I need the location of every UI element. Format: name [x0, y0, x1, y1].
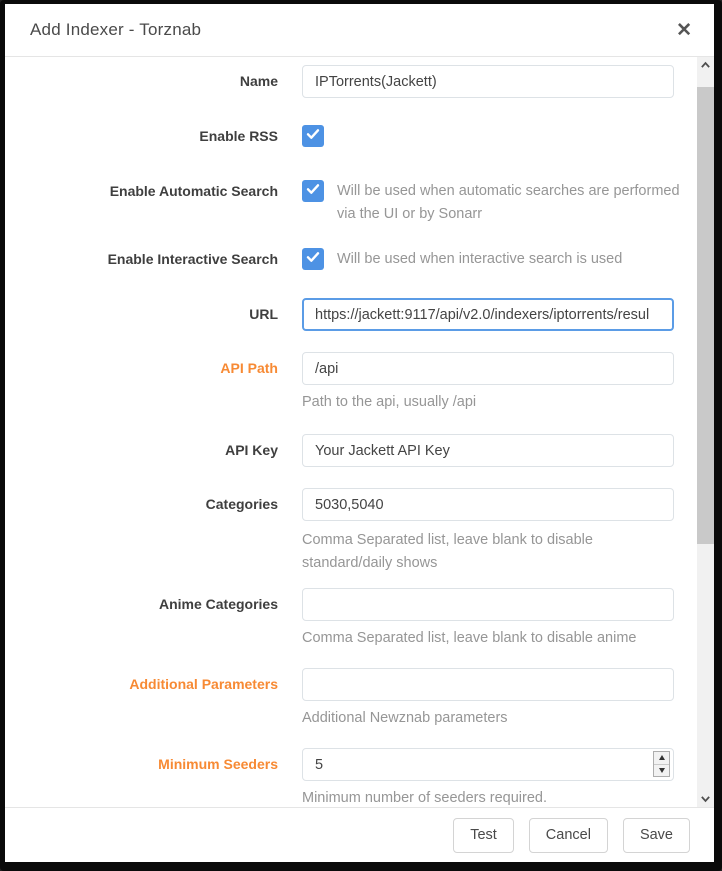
categories-input[interactable]	[302, 488, 674, 521]
anime-categories-help: Comma Separated list, leave blank to disable anime	[302, 630, 637, 646]
api-key-input[interactable]	[302, 434, 674, 467]
checkmark-icon	[305, 249, 321, 270]
cancel-button[interactable]: Cancel	[529, 818, 608, 853]
minimum-seeders-label: Minimum Seeders	[158, 756, 278, 772]
categories-label: Categories	[205, 496, 278, 512]
enable-automatic-search-label: Enable Automatic Search	[109, 183, 278, 199]
scrollbar-thumb[interactable]	[697, 87, 714, 544]
enable-rss-label: Enable RSS	[199, 128, 278, 144]
modal-header	[5, 4, 714, 57]
anime-categories-label: Anime Categories	[158, 596, 278, 612]
enable-automatic-search-checkbox[interactable]	[302, 180, 324, 202]
scrollbar-down-icon[interactable]	[697, 790, 714, 807]
url-input[interactable]	[302, 298, 674, 331]
enable-rss-checkbox[interactable]	[302, 125, 324, 147]
enable-interactive-search-checkbox[interactable]	[302, 248, 324, 270]
spinner-up-icon[interactable]	[654, 752, 669, 764]
minimum-seeders-input[interactable]	[302, 748, 674, 781]
save-button[interactable]: Save	[623, 818, 690, 853]
modal-footer	[5, 807, 714, 862]
categories-help: Comma Separated list, leave blank to disable standard/daily shows	[302, 532, 593, 571]
modal-title: Add Indexer - Torznab	[30, 20, 202, 39]
api-key-label: API Key	[225, 442, 278, 458]
name-label: Name	[239, 73, 278, 89]
add-indexer-modal	[5, 4, 714, 862]
enable-interactive-search-help: Will be used when interactive search is used	[337, 251, 623, 267]
checkmark-icon	[305, 181, 321, 202]
url-label: URL	[249, 306, 278, 322]
additional-parameters-help: Additional Newznab parameters	[302, 710, 508, 726]
api-path-help: Path to the api, usually /api	[302, 394, 477, 410]
close-icon[interactable]: ✕	[672, 17, 696, 44]
anime-categories-input[interactable]	[302, 588, 674, 621]
spinner-down-icon[interactable]	[654, 764, 669, 777]
additional-parameters-label: Additional Parameters	[129, 676, 278, 692]
enable-interactive-search-label: Enable Interactive Search	[107, 251, 278, 267]
minimum-seeders-help: Minimum number of seeders required.	[302, 790, 547, 806]
enable-automatic-search-help: Will be used when automatic searches are performed via the UI or by Sonarr	[337, 183, 680, 222]
api-path-input[interactable]	[302, 352, 674, 385]
number-spinner[interactable]	[653, 751, 670, 777]
scrollbar-up-icon[interactable]	[697, 57, 714, 74]
modal-body	[5, 57, 714, 807]
vertical-scrollbar[interactable]	[697, 57, 714, 807]
checkmark-icon	[305, 126, 321, 147]
name-input[interactable]	[302, 65, 674, 98]
additional-parameters-input[interactable]	[302, 668, 674, 701]
test-button[interactable]: Test	[453, 818, 514, 853]
api-path-label: API Path	[220, 360, 278, 376]
